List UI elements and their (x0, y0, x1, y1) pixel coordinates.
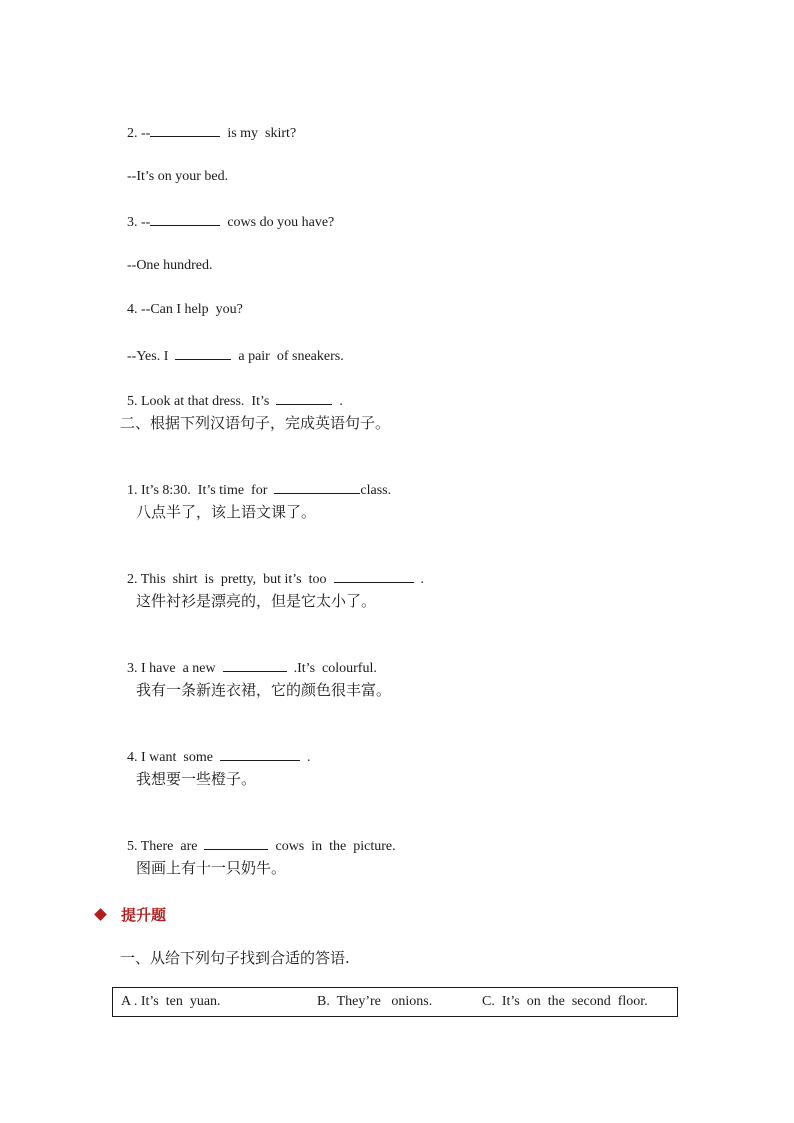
translation-question-3 (120, 637, 377, 679)
translation-question-1 (120, 459, 391, 501)
question-3 (120, 191, 334, 233)
answer-2 (120, 147, 228, 187)
question-text: . (299, 750, 311, 765)
question-text: cows do you have? (220, 215, 335, 230)
question-text: 2. -- (127, 126, 151, 141)
section-title: 提升题 (121, 906, 167, 924)
option-c: C. It’s on the second floor. (482, 994, 648, 1009)
advanced-section-header (94, 904, 166, 925)
question-4 (120, 280, 243, 320)
question-5 (120, 370, 343, 412)
translation-question-5 (120, 815, 396, 857)
question-text: 3. I have a new (127, 661, 223, 676)
answer-3 (120, 236, 213, 276)
answer-blank[interactable] (276, 390, 332, 405)
answer-blank[interactable] (175, 345, 231, 360)
question-text: 4. I want some (127, 750, 220, 765)
question-text: 5. There are (127, 839, 205, 854)
answer-blank[interactable] (204, 835, 268, 850)
question-2 (120, 102, 296, 144)
answer-blank[interactable] (150, 122, 220, 137)
answer-blank[interactable] (220, 746, 300, 761)
answer-blank[interactable] (274, 479, 360, 494)
option-b: B. They’re onions. (317, 994, 433, 1009)
question-text: 2. This shirt is pretty, but it’s too (127, 572, 334, 587)
diamond-bullet-icon (94, 908, 107, 921)
answer-blank[interactable] (223, 657, 287, 672)
answer-4 (120, 325, 344, 367)
answer-text: a pair of sneakers. (231, 349, 344, 364)
answer-text: --One hundred. (127, 258, 213, 273)
translation-question-4 (120, 726, 310, 768)
question-text: . (332, 394, 343, 409)
answer-blank[interactable] (334, 568, 414, 583)
question-text: . (413, 572, 425, 587)
section-heading: 一、从给下列句子找到合适的答语. (120, 949, 350, 967)
chinese-sentence: 图画上有十一只奶牛。 (136, 859, 287, 877)
chinese-sentence: 我想要一些橙子。 (136, 770, 257, 788)
question-text: class. (360, 483, 392, 498)
question-text: .It’s colourful. (286, 661, 377, 676)
question-text: is my skirt? (220, 126, 297, 141)
section-heading: 二、根据下列汉语句子，完成英语句子。 (120, 414, 391, 432)
question-text: cows in the picture. (268, 839, 396, 854)
question-text: 5. Look at that dress. It’s (127, 394, 277, 409)
translation-question-2 (120, 548, 424, 590)
question-text: 3. -- (127, 215, 151, 230)
answer-options-box (112, 987, 678, 1017)
chinese-sentence: 我有一条新连衣裙，它的颜色很丰富。 (136, 681, 392, 699)
answer-text: --Yes. I (127, 349, 176, 364)
answer-text: --It’s on your bed. (127, 169, 229, 184)
chinese-sentence: 这件衬衫是漂亮的，但是它太小了。 (136, 592, 377, 610)
option-a: A . It’s ten yuan. (121, 994, 221, 1009)
chinese-sentence: 八点半了，该上语文课了。 (136, 503, 317, 521)
question-text: 1. It’s 8:30. It’s time for (127, 483, 275, 498)
answer-blank[interactable] (150, 211, 220, 226)
question-text: 4. --Can I help you? (127, 302, 243, 317)
